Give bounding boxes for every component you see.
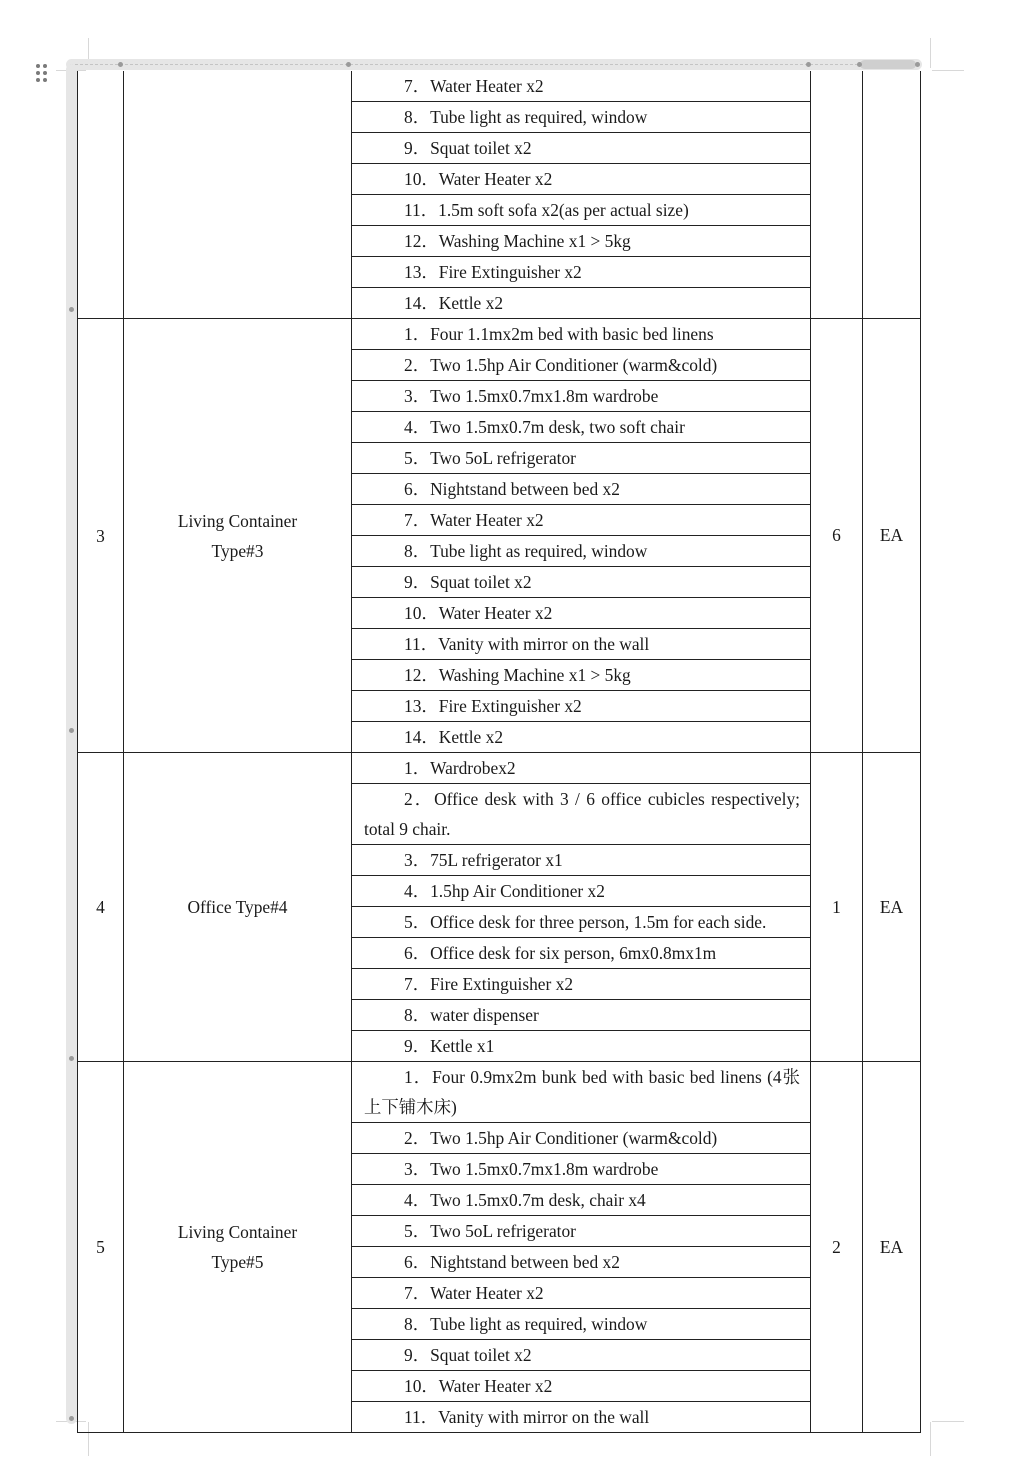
item-cell[interactable] [352, 195, 811, 226]
item-cell[interactable] [352, 412, 811, 443]
item-text: 14．Kettle x2 [404, 293, 504, 313]
qty-cell[interactable] [811, 71, 863, 319]
item-cell[interactable] [352, 102, 811, 133]
column-marker[interactable] [806, 62, 811, 67]
item-text: 5．Two 5oL refrigerator [404, 448, 576, 468]
item-text: 5．Two 5oL refrigerator [404, 1221, 576, 1241]
crop-mark [930, 1422, 931, 1456]
item-text: 7．Water Heater x2 [404, 76, 544, 96]
item-cell[interactable] [352, 969, 811, 1000]
item-cell[interactable] [352, 753, 811, 784]
item-cell[interactable] [352, 1309, 811, 1340]
item-cell[interactable] [352, 1247, 811, 1278]
unit-cell[interactable] [863, 71, 921, 319]
item-text: 5．Office desk for three person, 1.5m for each side. [404, 912, 767, 932]
item-cell[interactable] [352, 1278, 811, 1309]
item-cell[interactable] [352, 660, 811, 691]
item-text: 9．Squat toilet x2 [404, 572, 532, 592]
item-cell[interactable] [352, 1123, 811, 1154]
item-cell[interactable] [352, 722, 811, 753]
crop-mark [930, 38, 931, 68]
item-cell[interactable] [352, 71, 811, 102]
item-cell[interactable] [352, 567, 811, 598]
item-text: 12．Washing Machine x1 > 5kg [404, 665, 631, 685]
item-cell[interactable] [352, 505, 811, 536]
qty-cell[interactable]: 1 [811, 753, 863, 1062]
item-cell[interactable] [352, 226, 811, 257]
table-row-ruler[interactable] [66, 64, 77, 1424]
row-marker[interactable] [69, 1416, 74, 1421]
column-marker[interactable] [118, 62, 123, 67]
unit-cell[interactable]: EA [863, 1062, 921, 1433]
item-text: 9．Kettle x1 [404, 1036, 495, 1056]
crop-mark [932, 70, 964, 71]
item-text: 3．Two 1.5mx0.7mx1.8m wardrobe [404, 1159, 659, 1179]
table-row [78, 753, 921, 784]
name-line: Living Container [177, 510, 298, 531]
item-text: 7．Water Heater x2 [404, 510, 544, 530]
item-text: 4．1.5hp Air Conditioner x2 [404, 881, 605, 901]
item-text: 4．Two 1.5mx0.7m desk, chair x4 [404, 1190, 646, 1210]
equipment-table[interactable] [77, 71, 921, 1433]
item-text: 8．Tube light as required, window [404, 1314, 648, 1334]
item-cell[interactable] [352, 845, 811, 876]
item-text: 10．Water Heater x2 [404, 169, 553, 189]
item-text: 8．water dispenser [404, 1005, 539, 1025]
item-cell[interactable] [352, 381, 811, 412]
item-cell[interactable] [352, 536, 811, 567]
item-text: 1．Four 0.9mx2m bunk bed with basic bed linens (4张上下铺木床) [364, 1067, 800, 1117]
name-cell[interactable] [124, 319, 352, 753]
item-cell[interactable] [352, 1062, 811, 1123]
ruler-scroll-thumb[interactable] [860, 60, 916, 69]
item-text: 11．1.5m soft sofa x2(as per actual size) [404, 200, 689, 220]
item-text: 2．Two 1.5hp Air Conditioner (warm&cold) [404, 355, 718, 375]
table-row [78, 1062, 921, 1123]
item-text: 6．Office desk for six person, 6mx0.8mx1m [404, 943, 717, 963]
column-marker[interactable] [857, 62, 862, 67]
no-cell[interactable]: 3 [78, 319, 124, 753]
row-marker[interactable] [69, 728, 74, 733]
item-text: 7．Fire Extinguisher x2 [404, 974, 574, 994]
no-cell[interactable] [78, 71, 124, 319]
item-cell[interactable] [352, 598, 811, 629]
item-text: 11．Vanity with mirror on the wall [404, 634, 650, 654]
item-cell[interactable] [352, 907, 811, 938]
row-marker[interactable] [69, 307, 74, 312]
item-cell[interactable] [352, 1340, 811, 1371]
item-cell[interactable] [352, 1402, 811, 1433]
name-line: Office Type#4 [187, 897, 288, 917]
item-text: 10．Water Heater x2 [404, 603, 553, 623]
item-cell[interactable] [352, 1371, 811, 1402]
item-cell[interactable] [352, 443, 811, 474]
item-cell[interactable] [352, 876, 811, 907]
item-text: 14．Kettle x2 [404, 727, 504, 747]
item-text: 9．Squat toilet x2 [404, 1345, 532, 1365]
item-text: 8．Tube light as required, window [404, 107, 648, 127]
item-cell[interactable] [352, 691, 811, 722]
item-cell[interactable] [352, 288, 811, 319]
item-text: 13．Fire Extinguisher x2 [404, 696, 582, 716]
no-cell[interactable]: 5 [78, 1062, 124, 1433]
item-text: 7．Water Heater x2 [404, 1283, 544, 1303]
item-cell[interactable] [352, 1031, 811, 1062]
item-text: 11．Vanity with mirror on the wall [404, 1407, 650, 1427]
item-text: 4．Two 1.5mx0.7m desk, two soft chair [404, 417, 685, 437]
item-text: 1．Wardrobex2 [404, 758, 516, 778]
item-cell[interactable] [352, 1154, 811, 1185]
item-cell[interactable] [352, 1216, 811, 1247]
qty-cell[interactable]: 6 [811, 319, 863, 753]
item-cell[interactable] [352, 164, 811, 195]
item-cell[interactable] [352, 1185, 811, 1216]
item-text: 2．Office desk with 3 / 6 office cubicles respectively; total 9 chair. [364, 789, 800, 839]
item-text: 8．Tube light as required, window [404, 541, 648, 561]
name-cell[interactable] [124, 1062, 352, 1433]
item-text: 3．Two 1.5mx0.7mx1.8m wardrobe [404, 386, 659, 406]
item-text: 3．75L refrigerator x1 [404, 850, 563, 870]
item-cell[interactable] [352, 784, 811, 845]
name-line: Living Container [177, 1222, 298, 1242]
row-marker[interactable] [69, 1056, 74, 1061]
name-line: Type#5 [211, 1252, 264, 1272]
table-move-handle-icon[interactable] [36, 64, 50, 84]
item-cell[interactable] [352, 257, 811, 288]
item-text: 10．Water Heater x2 [404, 1376, 553, 1396]
item-cell[interactable] [352, 474, 811, 505]
item-cell[interactable] [352, 629, 811, 660]
item-text: 1．Four 1.1mx2m bed with basic bed linens [404, 324, 714, 344]
item-text: 6．Nightstand between bed x2 [404, 1252, 620, 1272]
item-text: 13．Fire Extinguisher x2 [404, 262, 582, 282]
item-text: 12．Washing Machine x1 > 5kg [404, 231, 631, 251]
name-line: Type#3 [211, 540, 264, 561]
table-column-ruler[interactable] [66, 59, 922, 70]
table-row [78, 71, 921, 102]
unit-cell[interactable]: EA [863, 753, 921, 1062]
item-cell[interactable] [352, 350, 811, 381]
item-cell[interactable] [352, 938, 811, 969]
table-row [78, 319, 921, 350]
item-cell[interactable] [352, 319, 811, 350]
crop-mark [932, 1421, 964, 1422]
column-marker[interactable] [915, 62, 920, 67]
column-marker[interactable] [346, 62, 351, 67]
item-text: 9．Squat toilet x2 [404, 138, 532, 158]
item-cell[interactable] [352, 1000, 811, 1031]
qty-cell[interactable]: 2 [811, 1062, 863, 1433]
name-cell[interactable] [124, 71, 352, 319]
unit-cell[interactable]: EA [863, 319, 921, 753]
item-text: 2．Two 1.5hp Air Conditioner (warm&cold) [404, 1128, 718, 1148]
no-cell[interactable]: 4 [78, 753, 124, 1062]
item-cell[interactable] [352, 133, 811, 164]
name-cell[interactable] [124, 753, 352, 1062]
item-text: 6．Nightstand between bed x2 [404, 479, 620, 499]
